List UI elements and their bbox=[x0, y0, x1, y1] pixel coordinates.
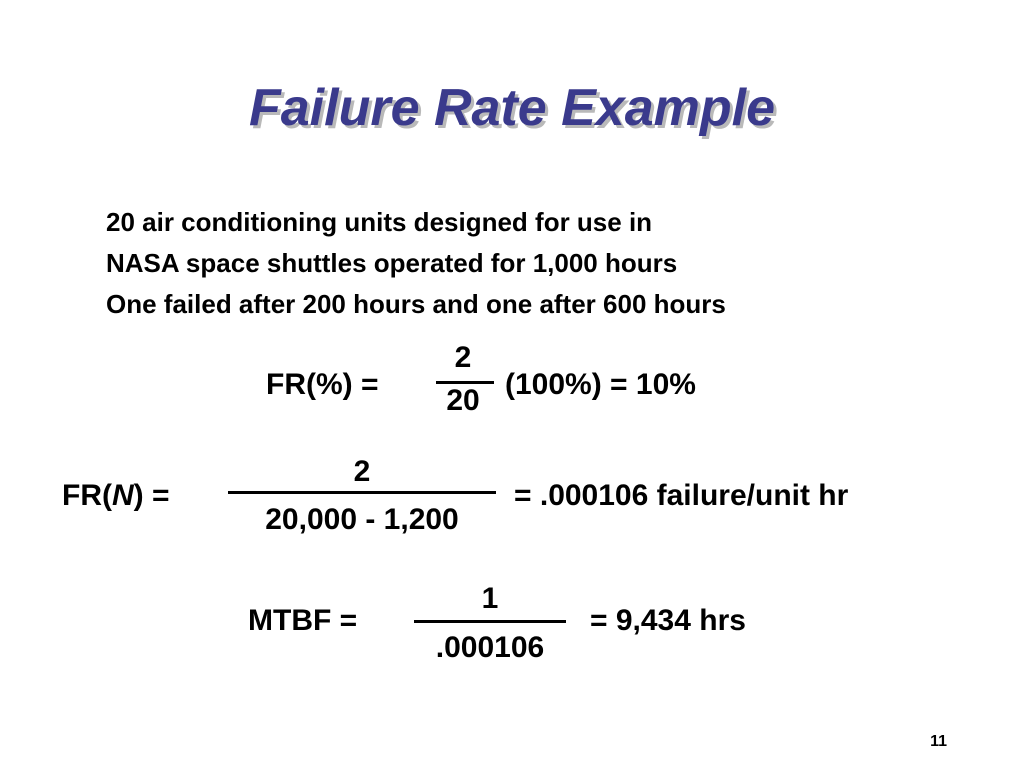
fr-percent-denominator: 20 bbox=[446, 384, 480, 417]
fr-n-numerator: 2 bbox=[353, 455, 371, 488]
page-number: 11 bbox=[930, 733, 947, 750]
mtbf-fraction bbox=[412, 584, 568, 663]
fr-n-lhs bbox=[62, 481, 170, 511]
fr-n-lhs-prefix: FR( bbox=[62, 479, 112, 512]
slide-title: Failure Rate Example bbox=[249, 79, 775, 137]
intro-text bbox=[106, 202, 726, 325]
fr-n-fraction bbox=[225, 457, 499, 535]
fr-percent-numerator: 2 bbox=[454, 341, 472, 374]
mtbf-fraction-bar bbox=[414, 620, 566, 623]
mtbf-numerator: 1 bbox=[481, 582, 499, 615]
mtbf-rhs: = 9,434 hrs bbox=[590, 604, 746, 637]
fr-n-fraction-bar bbox=[228, 491, 496, 494]
fr-percent-rhs: (100%) = 10% bbox=[505, 368, 696, 401]
intro-line-3: One failed after 200 hours and one after 600 hours bbox=[106, 289, 726, 319]
mtbf-denominator: .000106 bbox=[435, 631, 545, 664]
fr-percent-fraction-bar bbox=[436, 381, 494, 384]
intro-line-1: 20 air conditioning units designed for use in bbox=[106, 207, 653, 237]
mtbf-lhs: MTBF = bbox=[248, 604, 358, 637]
fr-n-lhs-suffix: ) = bbox=[133, 479, 170, 512]
fr-percent-lhs: FR(%) = bbox=[266, 368, 379, 401]
fr-percent-fraction bbox=[432, 343, 494, 416]
fr-n-rhs: = .000106 failure/unit hr bbox=[514, 479, 849, 512]
fr-n-lhs-variable: N bbox=[111, 479, 134, 512]
intro-line-2: NASA space shuttles operated for 1,000 hours bbox=[106, 248, 678, 278]
fr-n-denominator: 20,000 - 1,200 bbox=[265, 503, 459, 536]
